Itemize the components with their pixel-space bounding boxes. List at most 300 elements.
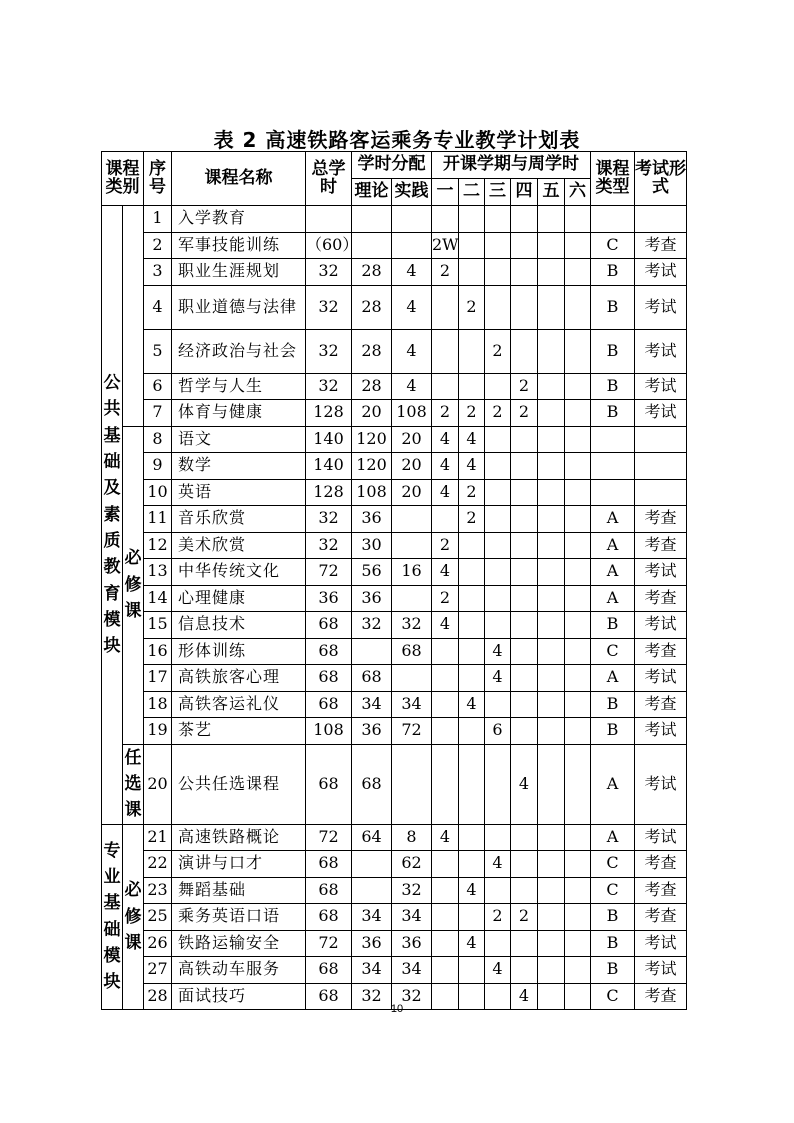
- subcategory-required-public-text: 必修课: [124, 548, 142, 622]
- cell-theory-hours: [352, 206, 392, 233]
- cell-semester-5: [538, 259, 565, 286]
- header-exam-form: 考试形式: [635, 152, 687, 206]
- cell-number: 22: [144, 851, 172, 878]
- cell-semester-3: [485, 206, 511, 233]
- cell-number: 11: [144, 506, 172, 533]
- cell-theory-hours: 120: [352, 453, 392, 480]
- cell-semester-5: [538, 285, 565, 329]
- cell-semester-4: [511, 559, 538, 586]
- subcategory-required-professional: [123, 824, 144, 1010]
- header-semester-2: 二: [459, 179, 485, 206]
- cell-course-type: B: [591, 718, 635, 745]
- cell-course-type: C: [591, 851, 635, 878]
- table-row: [102, 904, 687, 931]
- table-title: 表 2 高速铁路客运乘务专业教学计划表: [213, 128, 581, 152]
- cell-course-name: 哲学与人生: [172, 373, 306, 400]
- cell-theory-hours: 30: [352, 532, 392, 559]
- cell-exam-form: [635, 426, 687, 453]
- cell-course-type: A: [591, 506, 635, 533]
- table-row: [102, 559, 687, 586]
- cell-semester-3: 4: [485, 957, 511, 984]
- cell-total-hours: 128: [306, 400, 352, 427]
- cell-number: 6: [144, 373, 172, 400]
- cell-semester-1: [432, 877, 459, 904]
- cell-semester-1: [432, 718, 459, 745]
- cell-exam-form: [635, 479, 687, 506]
- cell-course-name: 数学: [172, 453, 306, 480]
- cell-course-name: 中华传统文化: [172, 559, 306, 586]
- cell-semester-1: [432, 285, 459, 329]
- cell-theory-hours: 68: [352, 744, 392, 824]
- table-row: [102, 400, 687, 427]
- cell-semester-1: 4: [432, 824, 459, 851]
- table-row: [102, 453, 687, 480]
- table-row: [102, 665, 687, 692]
- table-row: [102, 426, 687, 453]
- cell-semester-5: [538, 904, 565, 931]
- cell-total-hours: 68: [306, 983, 352, 1010]
- cell-semester-3: 4: [485, 851, 511, 878]
- table-row: [102, 232, 687, 259]
- cell-total-hours: 72: [306, 824, 352, 851]
- cell-semester-4: [511, 930, 538, 957]
- cell-theory-hours: 68: [352, 665, 392, 692]
- cell-semester-1: [432, 904, 459, 931]
- cell-semester-5: [538, 232, 565, 259]
- cell-number: 15: [144, 612, 172, 639]
- cell-course-name: 演讲与口才: [172, 851, 306, 878]
- cell-practice-hours: 8: [392, 824, 432, 851]
- cell-practice-hours: 4: [392, 259, 432, 286]
- cell-course-name: 英语: [172, 479, 306, 506]
- cell-semester-2: [459, 665, 485, 692]
- cell-course-name: 音乐欣赏: [172, 506, 306, 533]
- module-public-basic: [102, 206, 123, 825]
- cell-semester-1: 4: [432, 479, 459, 506]
- cell-course-type: [591, 206, 635, 233]
- cell-course-type: B: [591, 612, 635, 639]
- cell-semester-6: [565, 259, 591, 286]
- cell-exam-form: 考试: [635, 612, 687, 639]
- cell-semester-2: [459, 718, 485, 745]
- cell-semester-2: [459, 824, 485, 851]
- cell-semester-4: [511, 532, 538, 559]
- header-semester-3: 三: [485, 179, 511, 206]
- cell-semester-1: [432, 744, 459, 824]
- page-number: 10: [390, 1003, 404, 1015]
- cell-semester-5: [538, 506, 565, 533]
- table-row: [102, 930, 687, 957]
- cell-theory-hours: 20: [352, 400, 392, 427]
- header-semester-4: 四: [511, 179, 538, 206]
- cell-semester-3: [485, 232, 511, 259]
- cell-exam-form: 考试: [635, 400, 687, 427]
- cell-total-hours: 32: [306, 285, 352, 329]
- cell-semester-2: [459, 744, 485, 824]
- cell-semester-4: 2: [511, 400, 538, 427]
- cell-semester-2: 2: [459, 400, 485, 427]
- cell-theory-hours: [352, 851, 392, 878]
- cell-course-type: [591, 453, 635, 480]
- cell-exam-form: 考查: [635, 691, 687, 718]
- header-total-hours: 总学时: [306, 152, 352, 206]
- cell-number: 3: [144, 259, 172, 286]
- cell-course-type: B: [591, 930, 635, 957]
- cell-course-name: 面试技巧: [172, 983, 306, 1010]
- cell-course-name: 心理健康: [172, 585, 306, 612]
- cell-number: 25: [144, 904, 172, 931]
- cell-course-name: 铁路运输安全: [172, 930, 306, 957]
- header-theory: 理论: [352, 179, 392, 206]
- cell-semester-1: [432, 665, 459, 692]
- cell-number: 13: [144, 559, 172, 586]
- cell-total-hours: 32: [306, 329, 352, 373]
- cell-semester-2: [459, 851, 485, 878]
- cell-exam-form: 考查: [635, 585, 687, 612]
- cell-semester-3: [485, 479, 511, 506]
- cell-semester-6: [565, 206, 591, 233]
- cell-semester-2: 4: [459, 930, 485, 957]
- cell-semester-6: [565, 744, 591, 824]
- cell-semester-1: [432, 329, 459, 373]
- header-course-name: 课程名称: [172, 152, 306, 206]
- cell-total-hours: 32: [306, 259, 352, 286]
- cell-theory-hours: 28: [352, 329, 392, 373]
- module-professional-basic: [102, 824, 123, 1010]
- cell-semester-2: [459, 638, 485, 665]
- cell-semester-1: [432, 506, 459, 533]
- cell-total-hours: 68: [306, 665, 352, 692]
- cell-semester-4: [511, 232, 538, 259]
- cell-theory-hours: 34: [352, 904, 392, 931]
- cell-number: 10: [144, 479, 172, 506]
- cell-number: 27: [144, 957, 172, 984]
- cell-exam-form: 考试: [635, 665, 687, 692]
- cell-semester-3: [485, 559, 511, 586]
- cell-course-type: A: [591, 665, 635, 692]
- cell-course-name: 军事技能训练: [172, 232, 306, 259]
- cell-number: 7: [144, 400, 172, 427]
- cell-semester-5: [538, 329, 565, 373]
- cell-semester-6: [565, 665, 591, 692]
- cell-semester-3: [485, 373, 511, 400]
- cell-practice-hours: 34: [392, 904, 432, 931]
- table-row: [102, 824, 687, 851]
- cell-course-type: B: [591, 373, 635, 400]
- cell-semester-6: [565, 329, 591, 373]
- cell-semester-6: [565, 824, 591, 851]
- table-row: [102, 851, 687, 878]
- cell-semester-5: [538, 877, 565, 904]
- header-category: 课程类别: [102, 152, 144, 206]
- table-body: [102, 206, 687, 1010]
- cell-semester-5: [538, 824, 565, 851]
- cell-practice-hours: 20: [392, 453, 432, 480]
- cell-theory-hours: 36: [352, 585, 392, 612]
- cell-semester-4: 4: [511, 983, 538, 1010]
- cell-exam-form: 考查: [635, 877, 687, 904]
- cell-total-hours: 32: [306, 506, 352, 533]
- cell-course-type: [591, 479, 635, 506]
- cell-exam-form: 考试: [635, 957, 687, 984]
- cell-semester-5: [538, 851, 565, 878]
- cell-practice-hours: 68: [392, 638, 432, 665]
- cell-exam-form: 考查: [635, 904, 687, 931]
- cell-semester-6: [565, 479, 591, 506]
- cell-semester-5: [538, 691, 565, 718]
- cell-course-name: 公共任选课程: [172, 744, 306, 824]
- cell-total-hours: 68: [306, 851, 352, 878]
- cell-semester-1: [432, 206, 459, 233]
- cell-semester-6: [565, 532, 591, 559]
- table-row: [102, 206, 687, 233]
- cell-semester-2: [459, 612, 485, 639]
- cell-semester-4: [511, 718, 538, 745]
- cell-practice-hours: 72: [392, 718, 432, 745]
- cell-theory-hours: 120: [352, 426, 392, 453]
- teaching-plan-table: [101, 151, 687, 1010]
- table-row: [102, 957, 687, 984]
- cell-course-type: A: [591, 532, 635, 559]
- cell-number: 18: [144, 691, 172, 718]
- cell-semester-4: [511, 426, 538, 453]
- cell-semester-3: [485, 453, 511, 480]
- cell-total-hours: 68: [306, 612, 352, 639]
- cell-course-name: 高速铁路概论: [172, 824, 306, 851]
- cell-practice-hours: 34: [392, 691, 432, 718]
- cell-semester-1: 2: [432, 259, 459, 286]
- cell-semester-3: [485, 612, 511, 639]
- cell-semester-4: [511, 453, 538, 480]
- cell-exam-form: 考查: [635, 532, 687, 559]
- cell-practice-hours: [392, 206, 432, 233]
- cell-total-hours: [306, 206, 352, 233]
- table-row: [102, 285, 687, 329]
- cell-course-name: 语文: [172, 426, 306, 453]
- cell-course-type: B: [591, 285, 635, 329]
- cell-semester-4: [511, 259, 538, 286]
- cell-semester-2: 4: [459, 453, 485, 480]
- header-semester-5: 五: [538, 179, 565, 206]
- cell-semester-3: [485, 930, 511, 957]
- cell-semester-4: [511, 285, 538, 329]
- cell-semester-3: 2: [485, 329, 511, 373]
- cell-semester-1: 2W: [432, 232, 459, 259]
- cell-number: 5: [144, 329, 172, 373]
- cell-semester-5: [538, 665, 565, 692]
- cell-exam-form: [635, 453, 687, 480]
- cell-semester-2: 4: [459, 691, 485, 718]
- cell-theory-hours: 36: [352, 718, 392, 745]
- cell-total-hours: 32: [306, 373, 352, 400]
- cell-course-type: C: [591, 638, 635, 665]
- cell-course-type: A: [591, 824, 635, 851]
- module-professional-basic-text: 专业基础模块: [103, 840, 121, 993]
- table-row: [102, 259, 687, 286]
- cell-exam-form: 考试: [635, 285, 687, 329]
- cell-semester-2: [459, 232, 485, 259]
- cell-practice-hours: 32: [392, 983, 432, 1010]
- subcategory-required-public: [123, 426, 144, 744]
- cell-semester-6: [565, 400, 591, 427]
- cell-semester-2: [459, 259, 485, 286]
- cell-semester-4: [511, 824, 538, 851]
- table-row: [102, 877, 687, 904]
- cell-theory-hours: [352, 638, 392, 665]
- cell-semester-5: [538, 744, 565, 824]
- cell-theory-hours: 28: [352, 373, 392, 400]
- cell-total-hours: 68: [306, 638, 352, 665]
- cell-practice-hours: 32: [392, 612, 432, 639]
- cell-semester-3: [485, 506, 511, 533]
- cell-semester-3: [485, 426, 511, 453]
- cell-course-type: C: [591, 983, 635, 1010]
- cell-semester-5: [538, 930, 565, 957]
- cell-semester-5: [538, 638, 565, 665]
- cell-theory-hours: 36: [352, 930, 392, 957]
- cell-course-type: C: [591, 232, 635, 259]
- cell-total-hours: 36: [306, 585, 352, 612]
- cell-course-name: 职业生涯规划: [172, 259, 306, 286]
- cell-total-hours: 32: [306, 532, 352, 559]
- table-row: [102, 718, 687, 745]
- cell-practice-hours: 20: [392, 426, 432, 453]
- cell-number: 8: [144, 426, 172, 453]
- cell-practice-hours: 4: [392, 373, 432, 400]
- cell-practice-hours: 32: [392, 877, 432, 904]
- cell-semester-2: 4: [459, 877, 485, 904]
- cell-exam-form: 考试: [635, 259, 687, 286]
- cell-theory-hours: [352, 877, 392, 904]
- cell-total-hours: 68: [306, 877, 352, 904]
- cell-course-type: A: [591, 744, 635, 824]
- subcategory-required-professional-text: 必修课: [124, 880, 142, 953]
- cell-semester-3: [485, 744, 511, 824]
- cell-semester-6: [565, 426, 591, 453]
- cell-course-type: B: [591, 904, 635, 931]
- cell-semester-1: [432, 957, 459, 984]
- subcategory-elective-public-text: 任选课: [124, 747, 142, 821]
- cell-practice-hours: 108: [392, 400, 432, 427]
- table-row: [102, 691, 687, 718]
- subcategory-elective-public: [123, 744, 144, 824]
- cell-semester-2: [459, 532, 485, 559]
- cell-theory-hours: 28: [352, 259, 392, 286]
- cell-semester-3: [485, 259, 511, 286]
- cell-semester-1: 4: [432, 426, 459, 453]
- cell-semester-3: [485, 532, 511, 559]
- header-course-type: 课程类型: [591, 152, 635, 206]
- cell-semester-1: [432, 930, 459, 957]
- cell-semester-5: [538, 426, 565, 453]
- cell-number: 4: [144, 285, 172, 329]
- cell-semester-6: [565, 585, 591, 612]
- cell-practice-hours: 16: [392, 559, 432, 586]
- cell-semester-6: [565, 612, 591, 639]
- cell-course-name: 高铁动车服务: [172, 957, 306, 984]
- cell-semester-5: [538, 957, 565, 984]
- cell-practice-hours: [392, 585, 432, 612]
- cell-practice-hours: 4: [392, 285, 432, 329]
- cell-semester-6: [565, 373, 591, 400]
- cell-theory-hours: 108: [352, 479, 392, 506]
- cell-semester-4: [511, 691, 538, 718]
- cell-semester-3: 2: [485, 904, 511, 931]
- cell-practice-hours: [392, 532, 432, 559]
- cell-semester-4: [511, 206, 538, 233]
- cell-semester-6: [565, 691, 591, 718]
- cell-semester-2: 2: [459, 506, 485, 533]
- cell-total-hours: 140: [306, 453, 352, 480]
- cell-semester-2: [459, 373, 485, 400]
- cell-semester-6: [565, 930, 591, 957]
- cell-course-name: 职业道德与法律: [172, 285, 306, 329]
- table-row: [102, 612, 687, 639]
- cell-course-name: 舞蹈基础: [172, 877, 306, 904]
- cell-course-name: 形体训练: [172, 638, 306, 665]
- table-row: [102, 373, 687, 400]
- cell-semester-6: [565, 453, 591, 480]
- cell-semester-3: [485, 824, 511, 851]
- cell-semester-5: [538, 479, 565, 506]
- cell-semester-2: 2: [459, 285, 485, 329]
- cell-total-hours: 72: [306, 930, 352, 957]
- cell-total-hours: 68: [306, 957, 352, 984]
- cell-course-type: B: [591, 329, 635, 373]
- header-semester-1: 一: [432, 179, 459, 206]
- cell-exam-form: 考查: [635, 506, 687, 533]
- cell-semester-3: 6: [485, 718, 511, 745]
- cell-semester-6: [565, 285, 591, 329]
- module-public-basic-text: 公共基础及素质教育模块: [103, 372, 121, 657]
- cell-theory-hours: 64: [352, 824, 392, 851]
- cell-practice-hours: 34: [392, 957, 432, 984]
- cell-course-type: B: [591, 400, 635, 427]
- cell-semester-5: [538, 400, 565, 427]
- cell-practice-hours: 20: [392, 479, 432, 506]
- cell-semester-2: [459, 904, 485, 931]
- cell-semester-4: [511, 506, 538, 533]
- cell-exam-form: 考试: [635, 718, 687, 745]
- cell-number: 19: [144, 718, 172, 745]
- cell-practice-hours: [392, 744, 432, 824]
- cell-practice-hours: 4: [392, 329, 432, 373]
- cell-semester-6: [565, 957, 591, 984]
- cell-semester-4: 4: [511, 744, 538, 824]
- cell-total-hours: （60）: [306, 232, 352, 259]
- cell-number: 1: [144, 206, 172, 233]
- cell-total-hours: 68: [306, 691, 352, 718]
- cell-semester-4: [511, 585, 538, 612]
- header-practice: 实践: [392, 179, 432, 206]
- cell-course-type: C: [591, 877, 635, 904]
- cell-total-hours: 68: [306, 744, 352, 824]
- cell-course-type: A: [591, 559, 635, 586]
- cell-semester-4: [511, 479, 538, 506]
- cell-number: 20: [144, 744, 172, 824]
- table-row: [102, 329, 687, 373]
- header-semester-group: 开课学期与周学时: [432, 152, 591, 179]
- cell-semester-6: [565, 718, 591, 745]
- cell-total-hours: 68: [306, 904, 352, 931]
- cell-exam-form: 考查: [635, 851, 687, 878]
- cell-number: 12: [144, 532, 172, 559]
- table-row: [102, 532, 687, 559]
- cell-practice-hours: [392, 506, 432, 533]
- cell-course-type: B: [591, 259, 635, 286]
- cell-number: 17: [144, 665, 172, 692]
- cell-semester-1: 4: [432, 453, 459, 480]
